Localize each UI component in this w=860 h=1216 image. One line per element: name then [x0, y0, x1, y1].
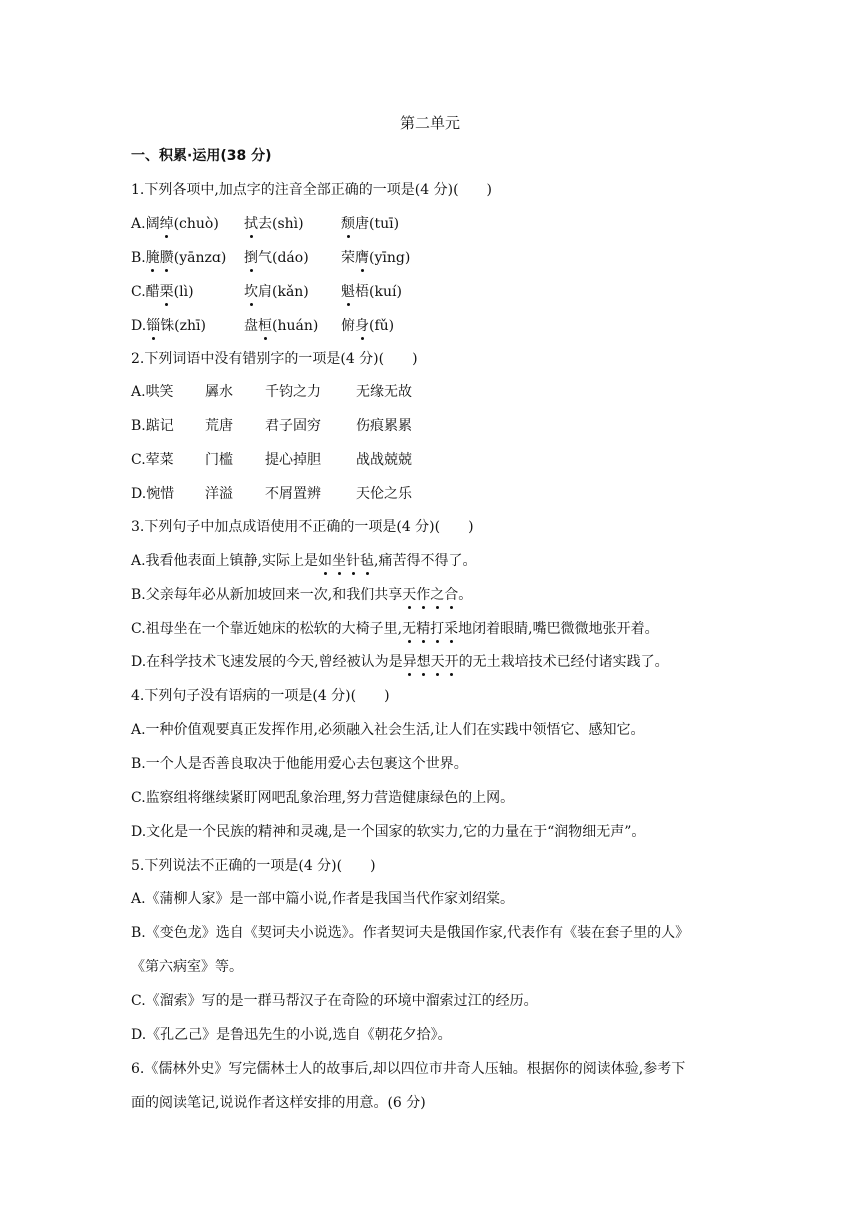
word-item	[356, 450, 412, 470]
option-label: D.	[131, 318, 147, 334]
word-text: 提心掉胆	[265, 452, 321, 468]
pinyin-text: (fǔ)	[369, 318, 395, 334]
dotted-char: 想	[416, 654, 431, 670]
dotted-char: 异	[402, 654, 417, 670]
plain-char: 醋	[145, 284, 160, 300]
question-3-option-c	[131, 619, 659, 639]
question-5-stem: 5.下列说法不正确的一项是(4 分)( )	[131, 858, 376, 874]
dotted-char: 如	[318, 553, 333, 569]
dotted-char: 桓	[258, 318, 272, 334]
question-2-stem: 2.下列词语中没有错别字的一项是(4 分)( )	[131, 351, 418, 367]
dotted-char: 开	[444, 654, 459, 670]
question-4-option-d: D.文化是一个民族的精神和灵魂,是一个国家的软实力,它的力量在于“润物细无声”。	[131, 824, 646, 840]
word-text: 天伦之乐	[356, 486, 412, 502]
option-label: A.	[131, 216, 146, 232]
word-item	[131, 450, 174, 470]
question-4-stem: 4.下列句子没有语病的一项是(4 分)( )	[131, 688, 390, 704]
dotted-char: 魁	[341, 284, 355, 300]
pinyin-text: 气(dáo)	[258, 250, 309, 266]
dotted-char: 身	[355, 318, 369, 334]
option-label: B.	[131, 250, 146, 266]
sentence-text: B.父亲每年必从新加坡回来一次,和我们共享	[131, 587, 403, 603]
pinyin-item	[244, 248, 309, 268]
sentence-text: 。	[458, 587, 473, 603]
word-item	[131, 382, 174, 402]
word-item	[265, 382, 321, 402]
dotted-chars	[341, 216, 355, 232]
dotted-char: 天	[430, 654, 445, 670]
dotted-char: 无	[402, 621, 417, 637]
word-item	[131, 416, 174, 436]
dotted-chars	[146, 318, 160, 334]
dotted-char: 合	[444, 587, 459, 603]
pinyin-item	[131, 248, 226, 268]
dotted-chars	[355, 318, 369, 334]
dotted-idiom	[318, 553, 374, 569]
word-item	[356, 484, 412, 504]
pinyin-item	[341, 316, 394, 336]
dotted-chars	[146, 250, 174, 266]
dotted-char: 腌	[145, 250, 160, 266]
word-text: 伤痕累累	[356, 418, 412, 434]
dotted-chars	[355, 250, 369, 266]
pinyin-item	[131, 214, 219, 234]
plain-char: 盘	[244, 318, 258, 334]
option-label: A.	[131, 384, 146, 400]
word-text: 君子固穷	[265, 418, 321, 434]
pinyin-item	[244, 282, 309, 302]
sentence-text: C.祖母坐在一个靠近她床的松软的大椅子里,	[131, 621, 403, 637]
word-text: 荤菜	[145, 452, 174, 468]
dotted-chars	[244, 284, 258, 300]
dotted-chars	[160, 284, 174, 300]
word-text: 战战兢兢	[356, 452, 412, 468]
word-item	[356, 416, 412, 436]
pinyin-text: 去(shì)	[258, 216, 304, 232]
dotted-chars	[258, 318, 272, 334]
dotted-char: 作	[416, 587, 431, 603]
dotted-chars	[160, 216, 174, 232]
pinyin-item	[244, 214, 304, 234]
word-item	[356, 382, 412, 402]
dotted-char: 之	[430, 587, 445, 603]
pinyin-text: (yānzɑ)	[173, 250, 227, 266]
option-label: D.	[131, 486, 147, 502]
dotted-char: 栗	[159, 284, 174, 300]
question-1-stem: 1.下列各项中,加点字的注音全部正确的一项是(4 分)( )	[131, 182, 493, 198]
question-4-option-b: B.一个人是否善良取决于他能用爱心去包裹这个世界。	[131, 756, 468, 772]
dotted-chars	[244, 216, 258, 232]
page-title: 第二单元	[399, 114, 460, 132]
question-5-option-b-cont: 《第六病室》等。	[131, 959, 243, 975]
dotted-char: 绰	[159, 216, 174, 232]
question-5-option-a: A.《蒲柳人家》是一部中篇小说,作者是我国当代作家刘绍棠。	[131, 891, 515, 907]
pinyin-text: (huán)	[272, 318, 319, 334]
question-6-stem: 6.《儒林外史》写完儒林士人的故事后,却以四位市井奇人压轴。根据你的阅读体验,参考下	[131, 1061, 686, 1077]
dotted-char: 打	[430, 621, 445, 637]
sentence-text: 地闭着眼睛,嘴巴微微地张开着。	[458, 621, 659, 637]
word-item	[205, 450, 233, 470]
word-text: 惋惜	[146, 486, 175, 502]
option-label: C.	[131, 452, 146, 468]
section-heading: 一、积累·运用(38 分)	[131, 148, 272, 164]
word-item	[265, 450, 321, 470]
word-text: 千钧之力	[265, 384, 321, 400]
word-item	[265, 484, 321, 504]
word-item	[205, 416, 233, 436]
dotted-char: 精	[416, 621, 431, 637]
dotted-char: 拭	[244, 216, 258, 232]
word-item	[265, 416, 321, 436]
pinyin-text: (yīng)	[369, 250, 411, 266]
dotted-char: 针	[346, 553, 361, 569]
question-4-option-c: C.监察组将继续紧盯网吧乱象治理,努力营造健康绿色的上网。	[131, 790, 515, 806]
question-5-option-b: B.《变色龙》选自《契诃夫小说选》。作者契诃夫是俄国作家,代表作有《装在套子里的人》	[131, 925, 690, 941]
word-text: 哄笑	[145, 384, 174, 400]
dotted-char: 采	[444, 621, 459, 637]
pinyin-text: (chuò)	[173, 216, 219, 232]
option-label: C.	[131, 284, 146, 300]
pinyin-text: (lì)	[173, 284, 194, 300]
dotted-chars	[244, 250, 258, 266]
pinyin-text: 唐(tuī)	[355, 216, 400, 232]
sentence-text: ,痛苦得不得了。	[374, 553, 477, 569]
question-3-option-a	[131, 551, 476, 571]
dotted-idiom	[402, 621, 458, 637]
pinyin-text: 梧(kuí)	[355, 284, 402, 300]
word-text: 无缘无故	[356, 384, 412, 400]
dotted-char: 毡	[360, 553, 375, 569]
word-item	[205, 484, 233, 504]
option-label: B.	[131, 418, 146, 434]
pinyin-text: 铢(zhī)	[160, 318, 206, 334]
sentence-text: D.在科学技术飞速发展的今天,曾经被认为是	[131, 654, 403, 670]
plain-char: 荣	[341, 250, 355, 266]
pinyin-item	[131, 282, 194, 302]
dotted-idiom	[402, 587, 458, 603]
question-3-option-b	[131, 585, 472, 605]
sentence-text: A.我看他表面上镇静,实际上是	[131, 553, 319, 569]
question-3-stem: 3.下列句子中加点成语使用不正确的一项是(4 分)( )	[131, 519, 474, 535]
word-item	[131, 484, 174, 504]
question-5-option-c: C.《溜索》写的是一群马帮汉子在奇险的环境中溜索过江的经历。	[131, 993, 538, 1009]
question-4-option-a: A.一种价值观要真正发挥作用,必须融入社会生活,让人们在实践中领悟它、感知它。	[131, 722, 645, 738]
word-item	[205, 382, 233, 402]
question-6-stem-cont: 面的阅读笔记,说说作者这样安排的用意。(6 分)	[131, 1095, 426, 1111]
word-text: 不屑置辨	[265, 486, 321, 502]
pinyin-item	[244, 316, 318, 336]
dotted-char: 颓	[341, 216, 355, 232]
dotted-char: 坐	[332, 553, 347, 569]
dotted-char: 天	[402, 587, 417, 603]
dotted-char: 坎	[244, 284, 258, 300]
word-text: 羼水	[205, 384, 233, 400]
dotted-char: 锱	[146, 318, 161, 334]
dotted-char: 臜	[159, 250, 174, 266]
pinyin-text: 肩(kǎn)	[258, 284, 309, 300]
pinyin-item	[341, 282, 402, 302]
dotted-chars	[341, 284, 355, 300]
word-text: 洋溢	[205, 486, 233, 502]
question-3-option-d	[131, 652, 669, 672]
plain-char: 俯	[341, 318, 355, 334]
dotted-idiom	[403, 654, 459, 670]
pinyin-item	[131, 316, 206, 336]
plain-char: 阔	[145, 216, 160, 232]
question-5-option-d: D.《孔乙己》是鲁迅先生的小说,选自《朝花夕拾》。	[131, 1027, 452, 1043]
pinyin-item	[341, 248, 410, 268]
word-text: 门槛	[205, 452, 233, 468]
pinyin-item	[341, 214, 399, 234]
sentence-text: 的无土栽培技术已经付诸实践了。	[458, 654, 669, 670]
word-text: 荒唐	[205, 418, 233, 434]
dotted-char: 捯	[244, 250, 258, 266]
dotted-char: 膺	[355, 250, 369, 266]
word-text: 踮记	[145, 418, 174, 434]
